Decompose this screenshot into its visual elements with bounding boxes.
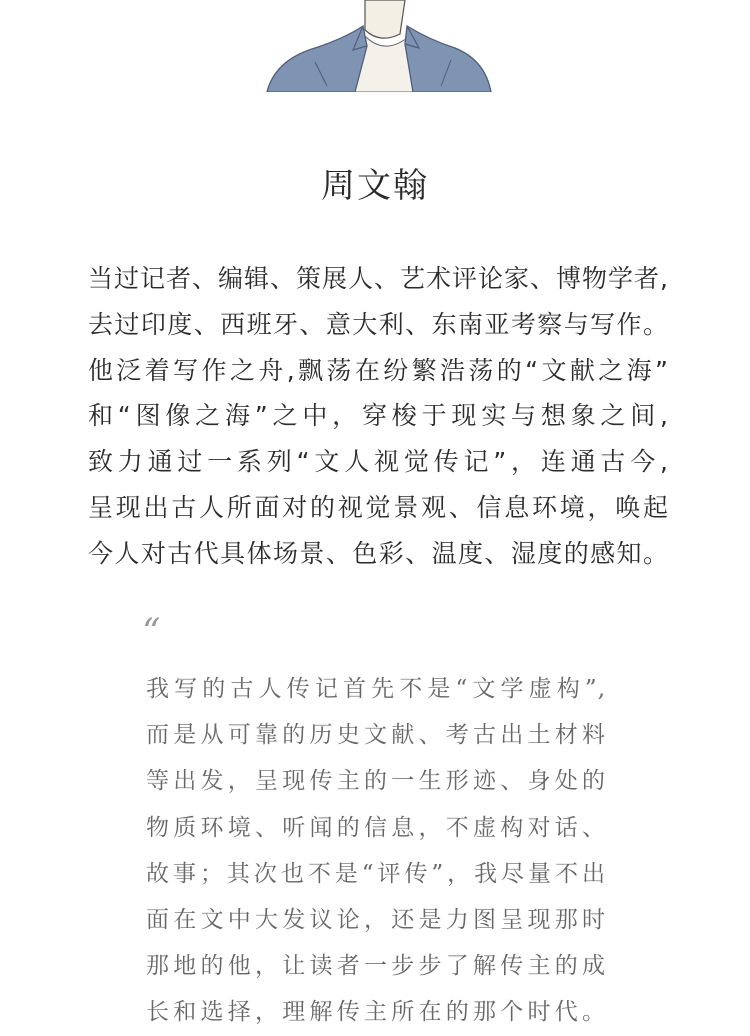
quote-line: 等出发，呈现传主的一生形迹、身处的	[146, 768, 606, 795]
bio-line: 今人对古代具体场景、色彩、温度、湿度的感知。	[88, 538, 668, 568]
bio-line: 他泛着写作之舟,飘荡在纷繁浩荡的“文献之海”	[88, 355, 668, 385]
author-quote	[146, 666, 606, 1036]
bio-line: 当过记者、编辑、策展人、艺术评论家、博物学者,	[88, 264, 668, 293]
quote-line: 面在文中大发议论，还是力图呈现那时	[146, 906, 606, 933]
bio-line: 致力通过一系列“文人视觉传记”，连通古今,	[88, 447, 668, 477]
quote-mark-icon: “	[142, 612, 161, 653]
quote-line: 长和选择，理解传主所在的那个时代。	[146, 999, 606, 1026]
author-name: 周文翰	[321, 166, 429, 206]
bio-line: 和“图像之海”之中，穿梭于现实与想象之间,	[88, 401, 668, 431]
quote-line: 我写的古人传记首先不是“文学虚构”,	[146, 676, 606, 702]
quote-line: 故事；其次也不是“评传”，我尽量不出	[146, 860, 606, 887]
quote-line: 而是从可靠的历史文献、考古出土材料	[146, 722, 606, 749]
author-bio	[88, 256, 668, 577]
bio-line: 呈现出古人所面对的视觉景观、信息环境，唤起	[88, 492, 668, 522]
bio-line: 去过印度、西班牙、意大利、东南亚考察与写作。	[88, 309, 668, 339]
quote-line: 物质环境、听闻的信息，不虚构对话、	[146, 814, 606, 841]
author-portrait-illustration	[255, 0, 505, 92]
quote-line: 那地的他，让读者一步步了解传主的成	[146, 953, 606, 980]
